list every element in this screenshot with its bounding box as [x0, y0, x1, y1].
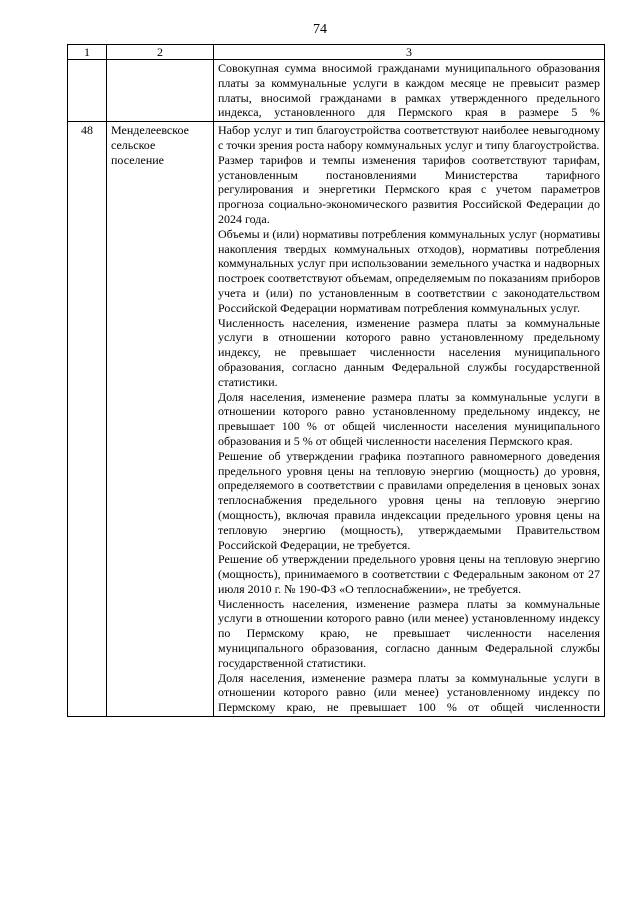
criteria-paragraph: Размер тарифов и темпы изменения тарифов соответствуют тарифам, установленным постановлениями Министерства тарифного регулирования и энергетики Пермского края с учетом параметров прогноза социально-экономического развития Российской Федерации до 2024 года.	[218, 152, 600, 226]
column-header-number: 1	[68, 45, 107, 60]
municipality-cell	[107, 60, 214, 122]
criteria-cell	[214, 60, 605, 122]
document-table	[67, 44, 605, 717]
table-row	[68, 60, 605, 122]
column-header-criteria: 3	[214, 45, 605, 60]
criteria-paragraph: Доля населения, изменение размера платы за коммунальные услуги в отношении которого равно установленному предельному индексу, не превышает 100 % от общей численности населения муниципального образования и 5 % от общей численности населения Пермского края.	[218, 389, 600, 448]
municipality-cell: Менделеевское сельское поселение	[107, 122, 214, 717]
page-number: 74	[313, 22, 327, 37]
column-header-municipality: 2	[107, 45, 214, 60]
criteria-paragraph: Численность населения, изменение размера платы за коммунальные услуги в отношении которого равно (или менее) установленному индексу по Пермскому краю, не превышает численности населения муниципального образования, согласно данным Федеральной службы государственной статистики.	[218, 596, 600, 670]
criteria-paragraph: Набор услуг и тип благоустройства соответствуют наиболее невыгодному с точки зрения роста набору коммунальных услуг и типу благоустройства.	[218, 123, 600, 152]
criteria-paragraph: Решение об утверждении предельного уровня цены на тепловую энергию (мощность), принимаемого в соответствии с Федеральным законом от 27 июля 2010 г. № 190-ФЗ «О теплоснабжении», не требуется.	[218, 552, 600, 596]
criteria-paragraph: Доля населения, изменение размера платы за коммунальные услуги в отношении которого равно (или менее) установленному индексу по Пермскому краю, не превышает 100 % от общей численности	[218, 670, 600, 715]
table-header-row	[68, 45, 605, 60]
criteria-paragraph: Решение об утверждении графика поэтапного равномерного доведения предельного уровня цены на тепловую энергию (мощность) до уровня, определяемого в соответствии с правилами определения в ценовых зонах теплоснабжения предельного уровня цены на тепловую энергию (мощность), включая правила индексации предельного уровня цены на тепловую энергию (мощность), утверждаемыми Правительством Российской Федерации, не требуется.	[218, 448, 600, 552]
row-number-cell: 48	[68, 122, 107, 717]
table-row	[68, 122, 605, 717]
criteria-paragraph: Объемы и (или) нормативы потребления коммунальных услуг (нормативы накопления твердых коммунальных отходов), нормативы потребления коммунальных услуг при использовании земельного участка и надворных построек соответствуют объемам, определяемым по показаниям приборов учета и (или) по установленным в соответствии с законодательством Российской Федерации нормативам потребления коммунальных услуг.	[218, 226, 600, 315]
criteria-cell	[214, 122, 605, 717]
criteria-paragraph: Численность населения, изменение размера платы за коммунальные услуги в отношении которого равно установленному предельному индексу, не превышает численности населения муниципального образования, согласно данным Федеральной службы государственной статистики.	[218, 315, 600, 389]
criteria-paragraph: Совокупная сумма вносимой гражданами муниципального образования платы за коммунальные услуги в каждом месяце не превысит размер платы, вносимой гражданами в рамках утвержденного предельного индекса, установленного для Пермского края в размере 5 %	[218, 61, 600, 120]
row-number-cell	[68, 60, 107, 122]
